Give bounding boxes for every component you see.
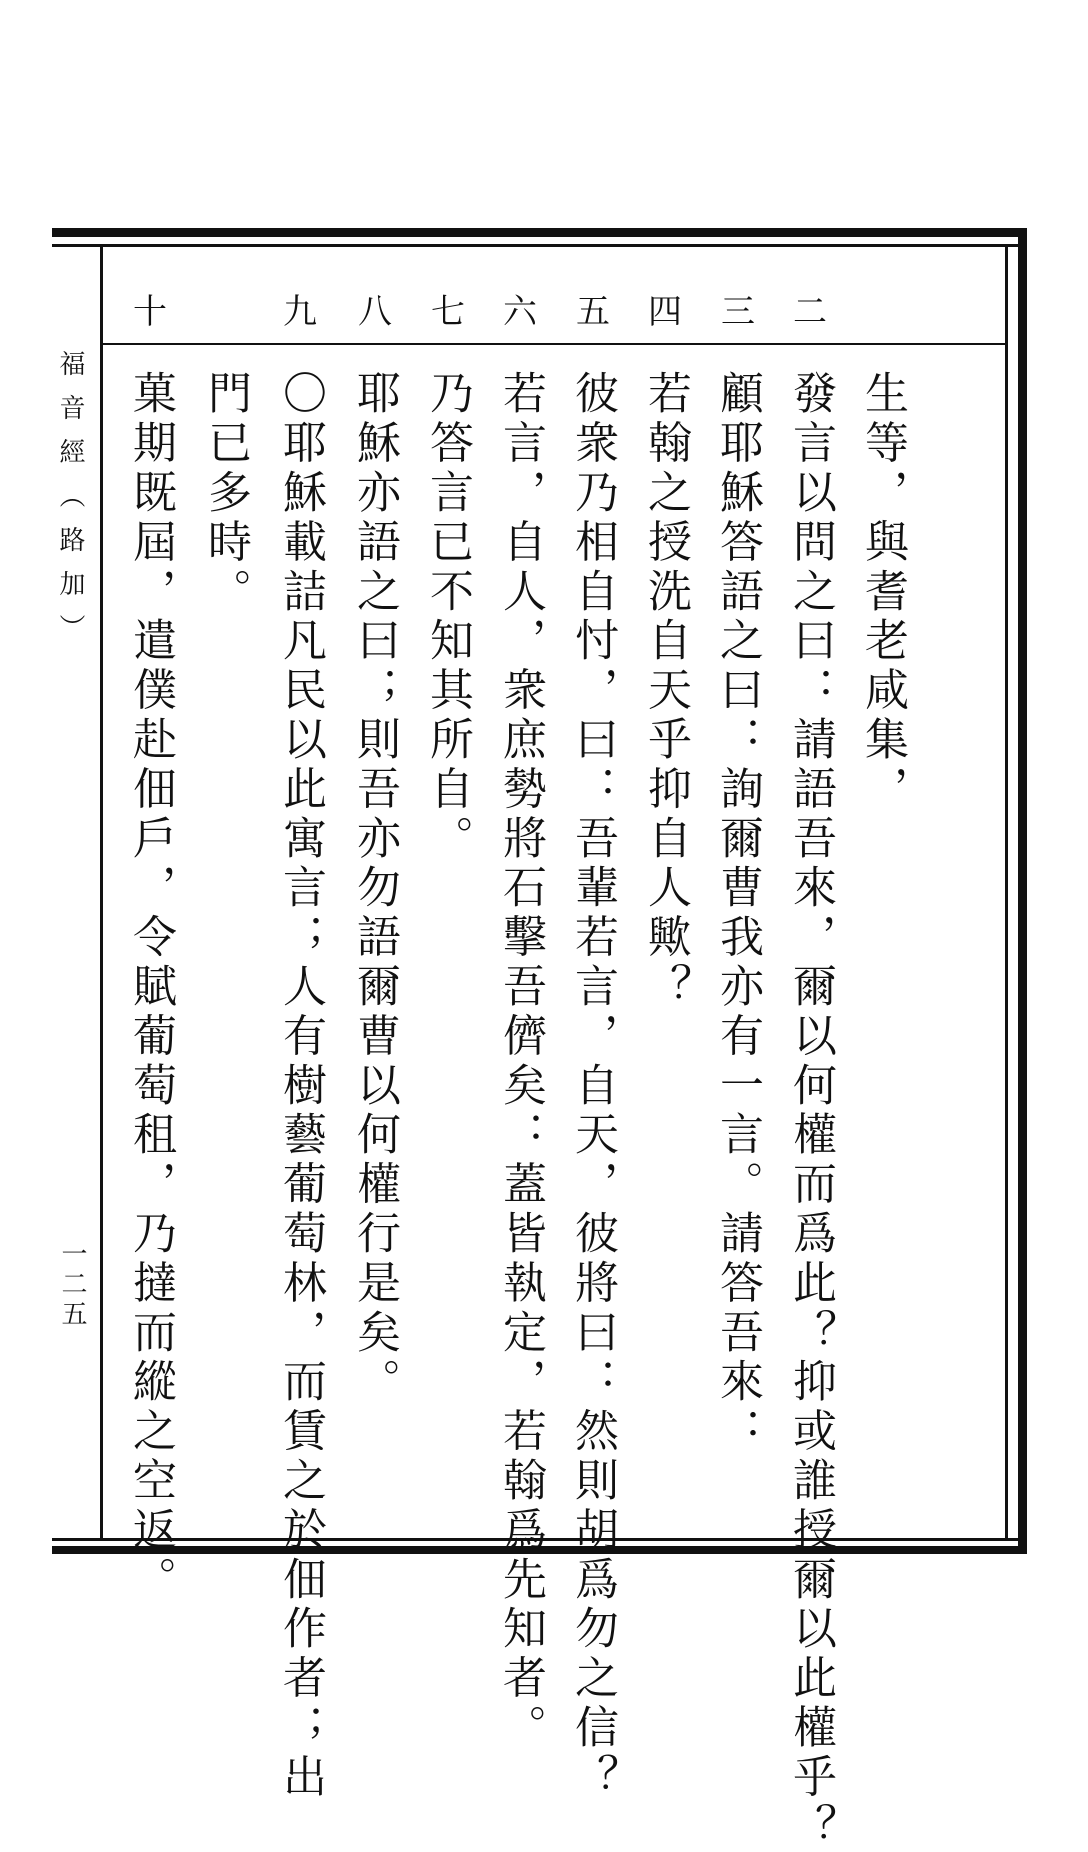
text-column: 生等，與耆老咸集， <box>857 370 908 815</box>
right-border-thin <box>1005 244 1008 1541</box>
text-column: 若言，自人，衆庶勢將石擊吾儕矣：蓋皆執定，若翰爲先知者。 <box>495 370 546 1754</box>
verse-number: 三 <box>721 292 755 332</box>
text-column: 乃答言已不知其所自。 <box>422 370 473 864</box>
verse-number: 九 <box>283 292 317 332</box>
verse-number: 十 <box>133 292 167 332</box>
text-column: 彼衆乃相自忖，曰：吾輩若言，自天，彼將曰：然則胡爲勿之信？ <box>567 370 618 1803</box>
book-title: 福音經（路加） <box>55 350 85 658</box>
verse-number: 四 <box>648 292 682 332</box>
text-column: 若翰之授洗自天乎抑自人歟？ <box>640 370 691 1013</box>
text-column: 門已多時。 <box>200 370 251 617</box>
page-number: 一二五 <box>57 1240 87 1330</box>
text-column: 〇耶穌載詰凡民以此寓言；人有樹藝葡萄林，而賃之於佃作者；出 <box>275 370 326 1803</box>
text-column: 發言以問之曰：請語吾來，爾以何權而爲此？抑或誰授爾以此權乎？ <box>785 370 836 1852</box>
verse-number: 五 <box>576 292 610 332</box>
text-column: 顧耶穌答語之曰：詢爾曹我亦有一言。請答吾來： <box>712 370 763 1457</box>
verse-number: 八 <box>358 292 392 332</box>
top-border-thin <box>52 244 1027 247</box>
left-border <box>100 244 103 1541</box>
verse-number: 二 <box>793 292 827 332</box>
verse-number: 七 <box>431 292 465 332</box>
text-column: 耶穌亦語之曰；則吾亦勿語爾曹以何權行是矣。 <box>349 370 400 1408</box>
text-column: 菓期既屆，遣僕赴佃戶，令賦葡萄租，乃撻而縱之空返。 <box>125 370 176 1605</box>
verse-number: 六 <box>503 292 537 332</box>
top-border-thick <box>52 228 1027 237</box>
right-border-thick <box>1018 228 1027 1554</box>
verse-number-divider <box>103 343 1005 345</box>
